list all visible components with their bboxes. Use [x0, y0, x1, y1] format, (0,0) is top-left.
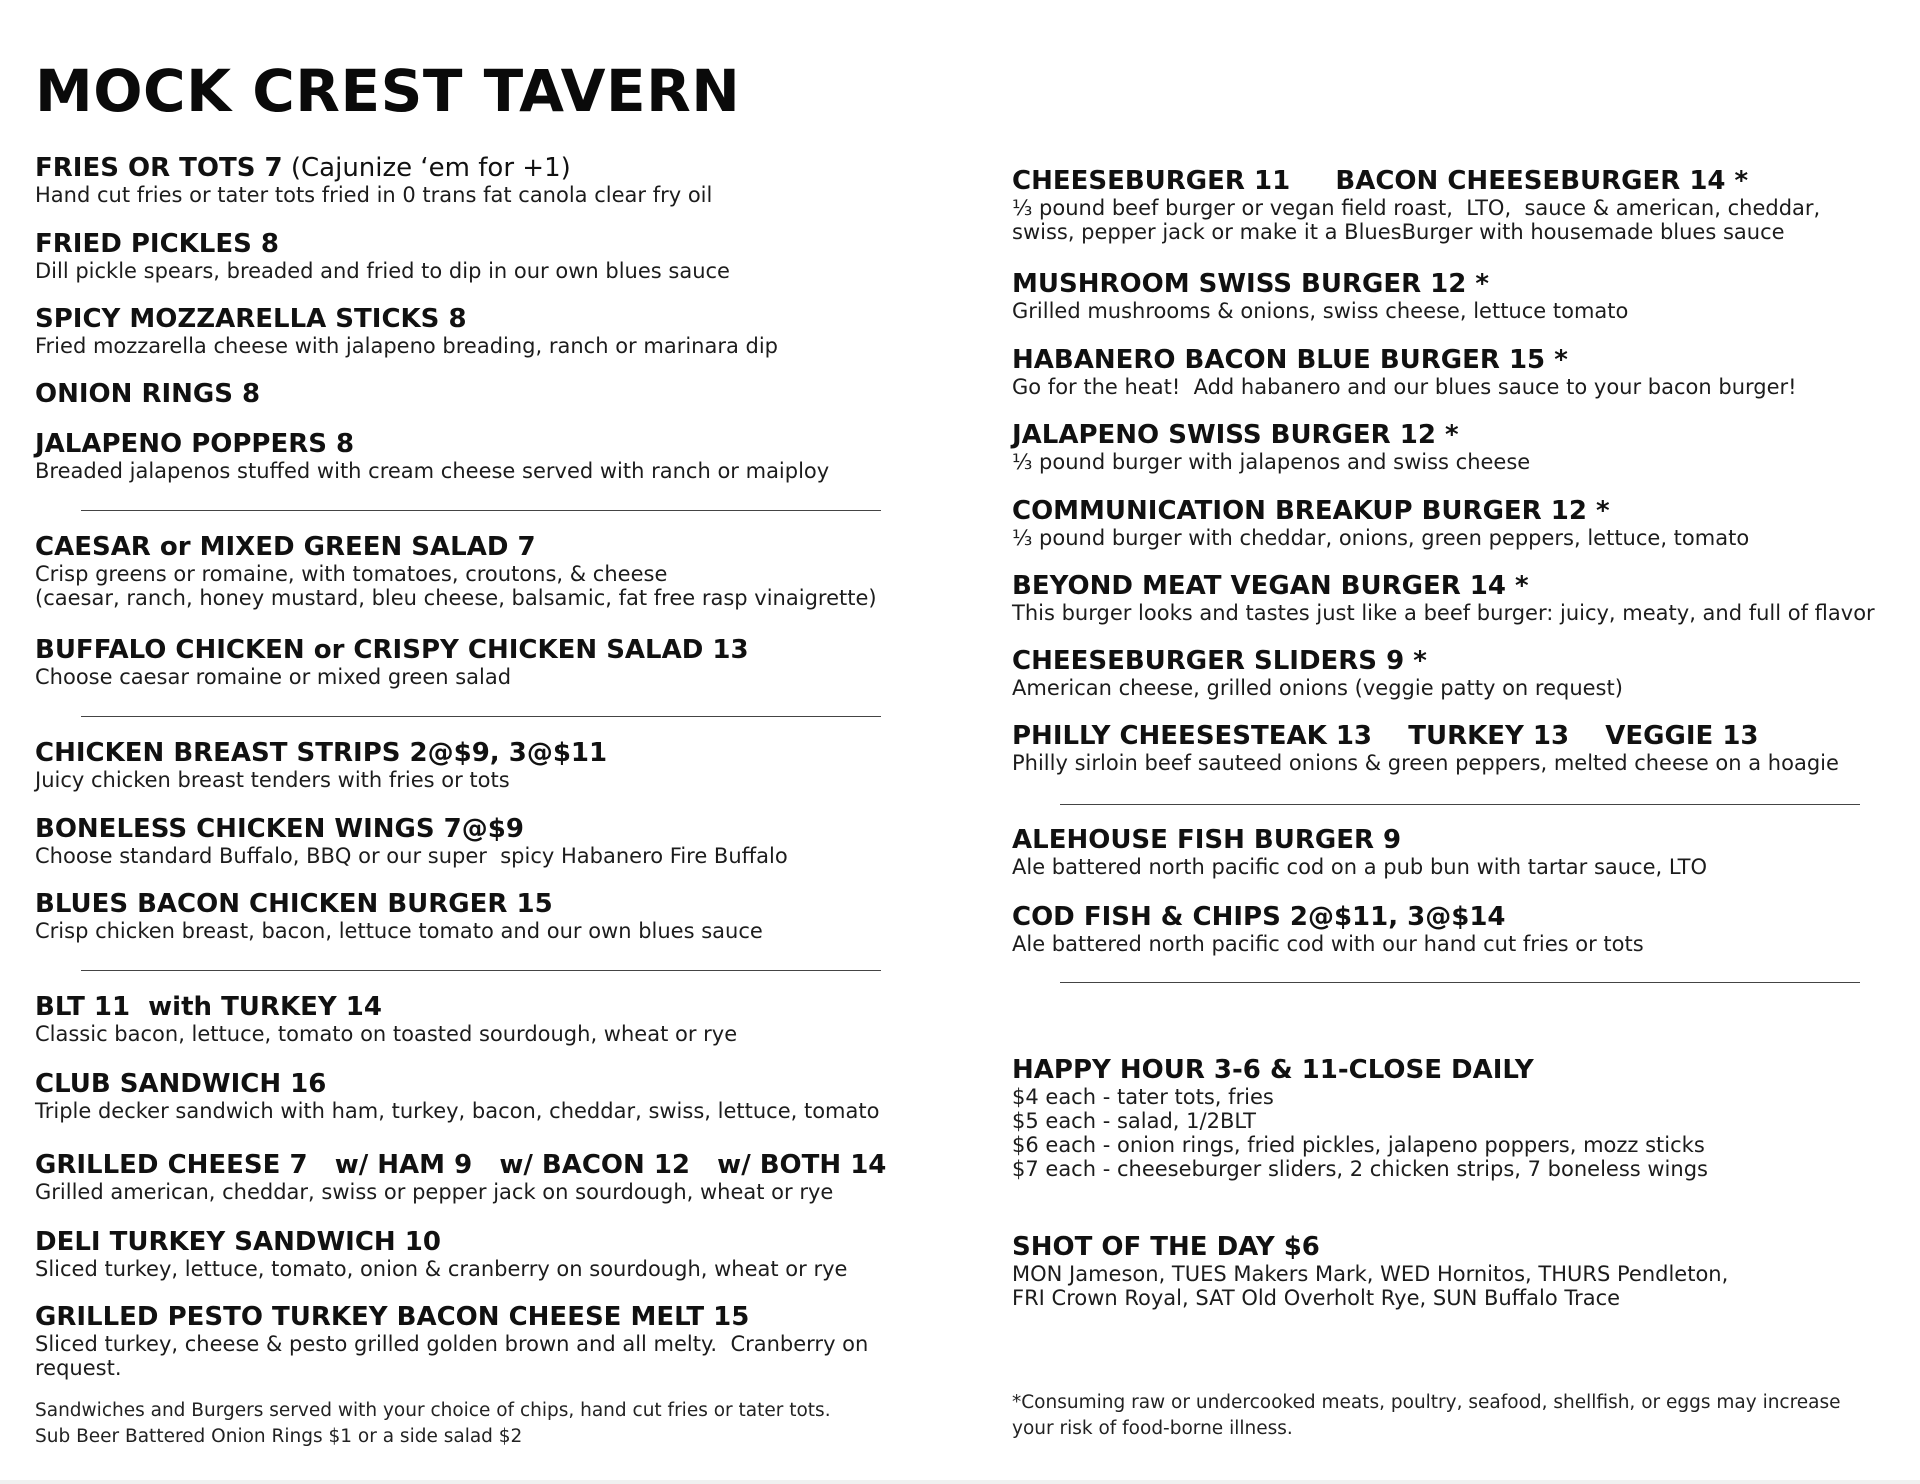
- menu-item: [1012, 1232, 1912, 1310]
- menu-item-title: BONELESS CHICKEN WINGS 7@$9: [35, 814, 524, 844]
- menu-item-description: (caesar, ranch, honey mustard, bleu cheese, balsamic, fat free rasp vinaigrette): [35, 586, 877, 610]
- menu-item-title: BLT 11 with TURKEY 14: [35, 992, 382, 1022]
- menu-item-description: MON Jameson, TUES Makers Mark, WED Hornitos, THURS Pendleton,: [1012, 1262, 1729, 1286]
- menu-item: [35, 229, 915, 283]
- menu-item: [1012, 345, 1912, 399]
- menu-item: [1012, 825, 1912, 879]
- menu-item-title: GRILLED PESTO TURKEY BACON CHEESE MELT 15: [35, 1302, 750, 1332]
- menu-item-description: ⅓ pound burger with cheddar, onions, green peppers, lettuce, tomato: [1012, 526, 1750, 550]
- menu-item-name: [35, 1069, 915, 1099]
- menu-item-name: [35, 814, 915, 844]
- menu-item: [1012, 166, 1912, 244]
- menu-item: [1012, 902, 1912, 956]
- section-divider: [81, 970, 881, 971]
- menu-item-description: FRI Crown Royal, SAT Old Overholt Rye, SUN Buffalo Trace: [1012, 1286, 1621, 1310]
- menu-item-title: CHEESEBURGER 11 BACON CHEESEBURGER 14 *: [1012, 166, 1749, 196]
- menu-item-description: Fried mozzarella cheese with jalapeno breading, ranch or marinara dip: [35, 334, 779, 358]
- section-divider: [81, 716, 881, 717]
- menu-item-name: [1012, 825, 1912, 855]
- menu-item-name: [1012, 345, 1912, 375]
- menu-item-title: SHOT OF THE DAY $6: [1012, 1232, 1320, 1262]
- menu-item-description: ⅓ pound beef burger or vegan field roast, LTO, sauce & american, cheddar,: [1012, 196, 1821, 220]
- menu-item: [35, 304, 915, 358]
- menu-item-description: Classic bacon, lettuce, tomato on toasted sourdough, wheat or rye: [35, 1022, 738, 1046]
- menu-item-name: [1012, 420, 1912, 450]
- menu-item-description: Crisp chicken breast, bacon, lettuce tomato and our own blues sauce: [35, 919, 763, 943]
- menu-item-description: Hand cut fries or tater tots fried in 0 trans fat canola clear fry oil: [35, 183, 713, 207]
- menu-item-title: COD FISH & CHIPS 2@$11, 3@$14: [1012, 902, 1506, 932]
- menu-item: [35, 635, 915, 689]
- section-divider: [1060, 804, 1860, 805]
- menu-item: [35, 379, 915, 409]
- menu-item: [1012, 496, 1912, 550]
- menu-item-description: $6 each - onion rings, fried pickles, jalapeno poppers, mozz sticks: [1012, 1133, 1705, 1157]
- menu-item: [35, 889, 915, 943]
- menu-item-name: [35, 532, 915, 562]
- menu-item-name: [1012, 166, 1912, 196]
- menu-item-description: ⅓ pound burger with jalapenos and swiss cheese: [1012, 450, 1531, 474]
- menu-item-name: [1012, 269, 1912, 299]
- page-bottom-edge: [0, 1480, 1920, 1484]
- menu-item: [35, 1150, 915, 1204]
- menu-item-title: BUFFALO CHICKEN or CRISPY CHICKEN SALAD 13: [35, 635, 749, 665]
- menu-item-description: $4 each - tater tots, fries: [1012, 1085, 1274, 1109]
- note-line: Sandwiches and Burgers served with your choice of chips, hand cut fries or tater tots.: [35, 1400, 831, 1421]
- menu-item-name: [35, 153, 915, 183]
- menu-item-name: [35, 992, 915, 1022]
- menu-item-description: Grilled american, cheddar, swiss or pepper jack on sourdough, wheat or rye: [35, 1180, 834, 1204]
- menu-item: [1012, 269, 1912, 323]
- menu-item-description: swiss, pepper jack or make it a BluesBurger with housemade blues sauce: [1012, 220, 1785, 244]
- menu-item-title: FRIED PICKLES 8: [35, 229, 280, 259]
- note-line: Sub Beer Battered Onion Rings $1 or a side salad $2: [35, 1426, 523, 1447]
- menu-item-description: request.: [35, 1356, 122, 1380]
- menu-item-name: [1012, 496, 1912, 526]
- section-divider: [81, 510, 881, 511]
- menu-item-description: Triple decker sandwich with ham, turkey, bacon, cheddar, swiss, lettuce, tomato: [35, 1099, 880, 1123]
- menu-item-title: GRILLED CHEESE 7 w/ HAM 9 w/ BACON 12 w/ BOTH 14: [35, 1150, 887, 1180]
- consumer-advisory-note: [1012, 1390, 1841, 1442]
- menu-item-title: MUSHROOM SWISS BURGER 12 *: [1012, 269, 1489, 299]
- menu-item-description: Ale battered north pacific cod with our hand cut fries or tots: [1012, 932, 1644, 956]
- sides-note: [35, 1398, 831, 1450]
- menu-item-title: ALEHOUSE FISH BURGER 9: [1012, 825, 1402, 855]
- menu-item-description: Sliced turkey, lettuce, tomato, onion & cranberry on sourdough, wheat or rye: [35, 1257, 848, 1281]
- menu-item-description: Dill pickle spears, breaded and fried to dip in our own blues sauce: [35, 259, 730, 283]
- menu-item-title: BEYOND MEAT VEGAN BURGER 14 *: [1012, 571, 1529, 601]
- menu-item-title: JALAPENO SWISS BURGER 12 *: [1012, 420, 1459, 450]
- menu-item-name: [35, 635, 915, 665]
- menu-item-description: Breaded jalapenos stuffed with cream cheese served with ranch or maiploy: [35, 459, 830, 483]
- menu-item-name: [1012, 646, 1912, 676]
- menu-item-name: [35, 1150, 915, 1180]
- menu-item-title: FRIES OR TOTS 7: [35, 153, 283, 183]
- menu-item-description: Ale battered north pacific cod on a pub bun with tartar sauce, LTO: [1012, 855, 1708, 879]
- menu-item-name: [35, 429, 915, 459]
- menu-item-description: Juicy chicken breast tenders with fries or tots: [35, 768, 510, 792]
- menu-item-name: [35, 1227, 915, 1257]
- menu-item: [35, 814, 915, 868]
- menu-item-title: SPICY MOZZARELLA STICKS 8: [35, 304, 467, 334]
- menu-item-name: [35, 379, 915, 409]
- menu-item: [1012, 721, 1912, 775]
- menu-item-extra: (Cajunize ‘em for +1): [282, 153, 571, 183]
- menu-item-title: JALAPENO POPPERS 8: [35, 429, 355, 459]
- menu-item-description: Sliced turkey, cheese & pesto grilled golden brown and all melty. Cranberry on: [35, 1332, 869, 1356]
- menu-item-name: [35, 304, 915, 334]
- menu-item-title: CAESAR or MIXED GREEN SALAD 7: [35, 532, 536, 562]
- menu-item: [1012, 1055, 1912, 1181]
- menu-item: [1012, 646, 1912, 700]
- menu-item-title: PHILLY CHEESESTEAK 13 TURKEY 13 VEGGIE 13: [1012, 721, 1759, 751]
- menu-item-title: CHEESEBURGER SLIDERS 9 *: [1012, 646, 1427, 676]
- menu-item-name: [1012, 1055, 1912, 1085]
- menu-item-name: [1012, 902, 1912, 932]
- restaurant-title: MOCK CREST TAVERN: [35, 57, 741, 125]
- menu-item-title: ONION RINGS 8: [35, 379, 261, 409]
- menu-item: [35, 1302, 915, 1380]
- note-line: *Consuming raw or undercooked meats, poultry, seafood, shellfish, or eggs may increase: [1012, 1392, 1841, 1413]
- menu-item-name: [35, 1302, 915, 1332]
- menu-item-description: This burger looks and tastes just like a beef burger: juicy, meaty, and full of flavor: [1012, 601, 1875, 625]
- menu-item-name: [35, 229, 915, 259]
- menu-item-description: Go for the heat! Add habanero and our blues sauce to your bacon burger!: [1012, 375, 1797, 399]
- note-line: your risk of food-borne illness.: [1012, 1418, 1293, 1439]
- menu-item: [35, 153, 915, 207]
- menu-item: [1012, 420, 1912, 474]
- menu-item-title: CHICKEN BREAST STRIPS 2@$9, 3@$11: [35, 738, 608, 768]
- menu-item-description: Choose standard Buffalo, BBQ or our super spicy Habanero Fire Buffalo: [35, 844, 788, 868]
- menu-item-title: BLUES BACON CHICKEN BURGER 15: [35, 889, 553, 919]
- menu-item-description: Crisp greens or romaine, with tomatoes, croutons, & cheese: [35, 562, 668, 586]
- section-divider: [1060, 982, 1860, 983]
- menu-item-description: Choose caesar romaine or mixed green salad: [35, 665, 512, 689]
- menu-item-description: American cheese, grilled onions (veggie patty on request): [1012, 676, 1623, 700]
- menu-item: [35, 532, 915, 610]
- menu-item-title: HAPPY HOUR 3-6 & 11-CLOSE DAILY: [1012, 1055, 1534, 1085]
- menu-item-description: Grilled mushrooms & onions, swiss cheese, lettuce tomato: [1012, 299, 1629, 323]
- menu-item-description: $7 each - cheeseburger sliders, 2 chicken strips, 7 boneless wings: [1012, 1157, 1708, 1181]
- menu-item-description: Philly sirloin beef sauteed onions & green peppers, melted cheese on a hoagie: [1012, 751, 1839, 775]
- menu-item-title: COMMUNICATION BREAKUP BURGER 12 *: [1012, 496, 1610, 526]
- menu-item: [35, 429, 915, 483]
- menu-item: [35, 738, 915, 792]
- menu-item-name: [1012, 1232, 1912, 1262]
- menu-item-title: HABANERO BACON BLUE BURGER 15 *: [1012, 345, 1568, 375]
- menu-item-name: [35, 738, 915, 768]
- menu-item-name: [35, 889, 915, 919]
- menu-item: [35, 1227, 915, 1281]
- menu-item: [1012, 571, 1912, 625]
- menu-item-name: [1012, 721, 1912, 751]
- menu-item-name: [1012, 571, 1912, 601]
- menu-item: [35, 992, 915, 1046]
- menu-item-title: DELI TURKEY SANDWICH 10: [35, 1227, 441, 1257]
- menu-item: [35, 1069, 915, 1123]
- menu-item-title: CLUB SANDWICH 16: [35, 1069, 327, 1099]
- menu-item-description: $5 each - salad, 1/2BLT: [1012, 1109, 1257, 1133]
